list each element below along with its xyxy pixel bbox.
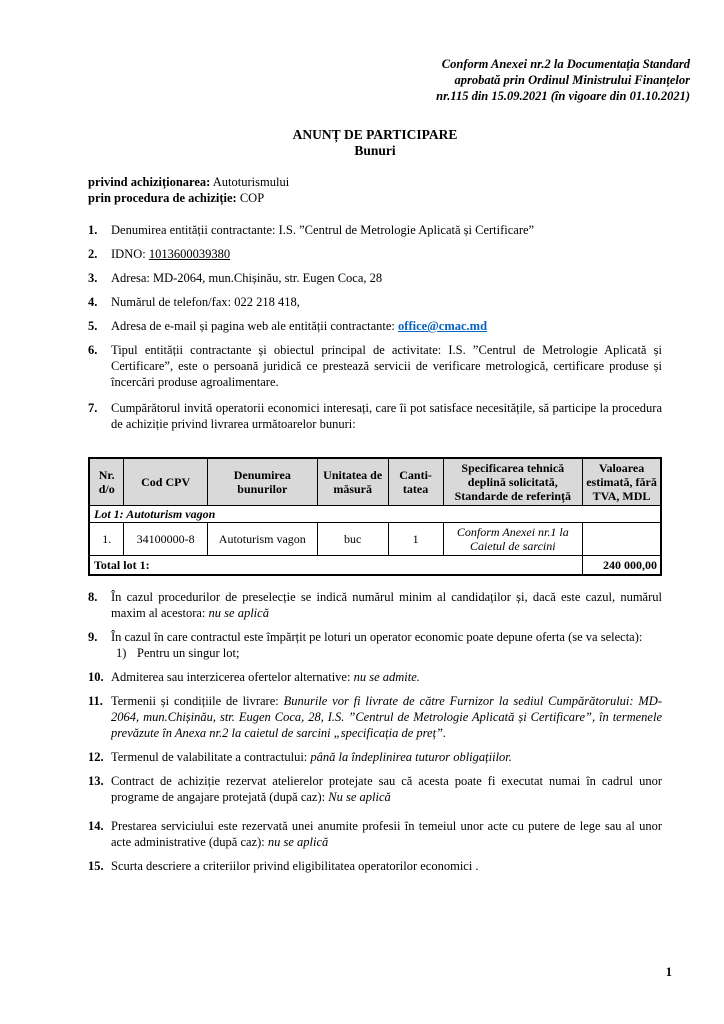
item-text (111, 294, 662, 310)
item-13 (88, 773, 662, 805)
item-text (111, 222, 662, 238)
item-number: 3. (88, 271, 98, 285)
item-1 (88, 222, 662, 238)
numbered-list-top (88, 222, 662, 432)
item-number: 9. (88, 630, 98, 644)
col-header-unitate: Unitatea de măsură (317, 458, 388, 506)
item-number: 11. (88, 694, 103, 708)
item-text (111, 589, 662, 621)
text-segment: Termenul de valabilitate a contractului: (111, 750, 311, 764)
item-number: 14. (88, 819, 104, 833)
item-7 (88, 400, 662, 432)
lots-table (88, 457, 662, 576)
item-2 (88, 246, 662, 262)
intro-value: COP (239, 191, 265, 205)
cell-cpv: 34100000-8 (124, 523, 208, 556)
cell-denumire: Autoturism vagon (207, 523, 317, 556)
item-text (111, 400, 662, 432)
col-header-cpv: Cod CPV (124, 458, 208, 506)
intro-label: prin procedura de achiziție: (88, 191, 237, 205)
cell-cantitate: 1 (388, 523, 443, 556)
item-number: 8. (88, 590, 98, 604)
item-text (111, 342, 662, 390)
sub-item-text: Pentru un singur lot; (137, 646, 240, 660)
item-text (111, 246, 662, 262)
text-segment: Admiterea sau interzicerea ofertelor alternative: (111, 670, 354, 684)
total-value: 240 000,00 (583, 556, 661, 576)
text-segment: nu se aplică (267, 835, 329, 849)
item-number: 13. (88, 774, 104, 788)
text-segment: Scurta descriere a criteriilor privind eligibilitatea operatorilor economici . (111, 859, 479, 873)
intro-label: privind achiziționarea: (88, 175, 211, 189)
cell-unitate: buc (317, 523, 388, 556)
text-segment: Denumirea entității contractante: (111, 223, 279, 237)
item-text (111, 749, 662, 765)
item-text (111, 669, 662, 685)
item-10 (88, 669, 662, 685)
header-annotation (88, 56, 690, 104)
col-header-valoare: Valoarea estimată, fără TVA, MDL (583, 458, 661, 506)
text-segment: Cumpărătorul invită operatorii economici interesați, care îi pot satisface necesitățile, să participe la procedura de achiziție privind livrarea următoarelor bunuri: (111, 401, 662, 431)
text-segment: Numărul de telefon/fax: (111, 295, 235, 309)
item-number: 7. (88, 401, 98, 415)
text-segment: În cazul procedurilor de preselecție se indică numărul minim al candidaților și, dacă este cazul, numărul maxim al acestora: (111, 590, 662, 620)
item-12 (88, 749, 662, 765)
item-5 (88, 318, 662, 334)
intro-line-procurement (88, 174, 662, 190)
item-11 (88, 693, 662, 741)
item-14 (88, 818, 662, 850)
text-segment: Contract de achiziție rezervat atelierelor protejate sau că acesta poate fi executat numai în cadrul unor programe de angajare protejată (după caz): (111, 774, 662, 804)
text-segment: Tipul entității contractante și obiectul principal de activitate: (111, 343, 449, 357)
item-number: 5. (88, 319, 98, 333)
text-segment: Termenii și condițiile de livrare: (111, 694, 284, 708)
numbered-list-bottom (88, 589, 662, 874)
item-number: 2. (88, 247, 98, 261)
item-6 (88, 342, 662, 390)
item-number: 10. (88, 670, 104, 684)
text-segment: I.S. ”Centrul de Metrologie Aplicată și Certificare”, este o persoană juridică ce prestează servicii de verificare metrologică, certificare produse și încercări produse agroalimentare. (111, 343, 662, 389)
text-segment: I.S. ”Centrul de Metrologie Aplicată și Certificare” (278, 223, 535, 237)
text-segment: În cazul în care contractul este împărțit pe loturi un operator economic poate depune oferta (se va selecta): (111, 630, 643, 644)
text-segment: Nu se aplică (328, 790, 391, 804)
table-row (89, 523, 661, 556)
lot-row (89, 506, 661, 523)
text-segment: 1013600039380 (148, 247, 231, 261)
item-text (111, 693, 662, 741)
item-4 (88, 294, 662, 310)
annotation-line-1: Conform Anexei nr.2 la Documentația Standard (441, 57, 690, 71)
text-segment: Adresa: (111, 271, 153, 285)
annotation-line-3: nr.115 din 15.09.2021 (în vigoare din 01.10.2021) (436, 89, 690, 103)
cell-nr: 1. (89, 523, 124, 556)
item-number: 15. (88, 859, 104, 873)
table-header-row (89, 458, 661, 506)
intro-value: Autoturismului (212, 175, 290, 189)
item-text (111, 629, 662, 661)
col-header-denumire: Denumirea bunurilor (207, 458, 317, 506)
total-row (89, 556, 661, 576)
text-segment: până la îndeplinirea tuturor obligațiilor. (310, 750, 512, 764)
annotation-line-2: aprobată prin Ordinul Ministrului Finanțelor (454, 73, 690, 87)
col-header-specificare: Specificarea tehnică deplină solicitată, Standarde de referință (443, 458, 583, 506)
total-label: Total lot 1: (89, 556, 583, 576)
item-number: 12. (88, 750, 104, 764)
item-text (111, 318, 662, 334)
page-number: 1 (665, 965, 672, 979)
email-link[interactable]: office@cmac.md (398, 319, 488, 333)
item-text (111, 773, 662, 805)
intro-block (88, 174, 662, 206)
cell-specificare: Conform Anexei nr.1 la Caietul de sarcini (443, 523, 583, 556)
text-segment: Bunurile vor fi livrate de către Furnizor la sediul Cumpărătorului: MD-2064, mun.Chișinău, str. Eugen Coca, 28, I.S. ”Centrul de Metrologie Aplicată și Certificare”, în termenele prevăzute în Anexa nr.2 la caietul de sarcini „specificația de preț”. (111, 694, 662, 740)
document-title: ANUNȚ DE PARTICIPARE (292, 127, 458, 142)
sub-item (111, 645, 662, 661)
cell-valoare (583, 523, 661, 556)
text-segment: nu se admite. (353, 670, 420, 684)
col-header-cantitate: Canti-tatea (388, 458, 443, 506)
item-15 (88, 858, 662, 874)
sub-item-number: 1) (116, 646, 127, 660)
item-text (111, 818, 662, 850)
intro-line-procedure (88, 190, 662, 206)
item-number: 1. (88, 223, 98, 237)
text-segment: Prestarea serviciului este rezervată unei anumite profesii în temeiul unor acte cu putere de lege sau al unor acte administrative (după caz): (111, 819, 662, 849)
document-subtitle: Bunuri (354, 143, 396, 158)
text-segment: Adresa de e-mail și pagina web ale entității contractante: (111, 319, 399, 333)
item-9 (88, 629, 662, 661)
item-text (111, 270, 662, 286)
item-number: 4. (88, 295, 98, 309)
text-segment: nu se aplică (208, 606, 269, 620)
item-text (111, 858, 662, 874)
item-8 (88, 589, 662, 621)
lot-label: Lot 1: Autoturism vagon (89, 506, 661, 523)
item-number: 6. (88, 343, 98, 357)
text-segment: MD-2064, mun.Chișinău, str. Eugen Coca, 28 (153, 271, 383, 285)
text-segment: IDNO: (111, 247, 149, 261)
col-header-nr: Nr. d/o (89, 458, 124, 506)
text-segment: 022 218 418, (234, 295, 300, 309)
item-3 (88, 270, 662, 286)
